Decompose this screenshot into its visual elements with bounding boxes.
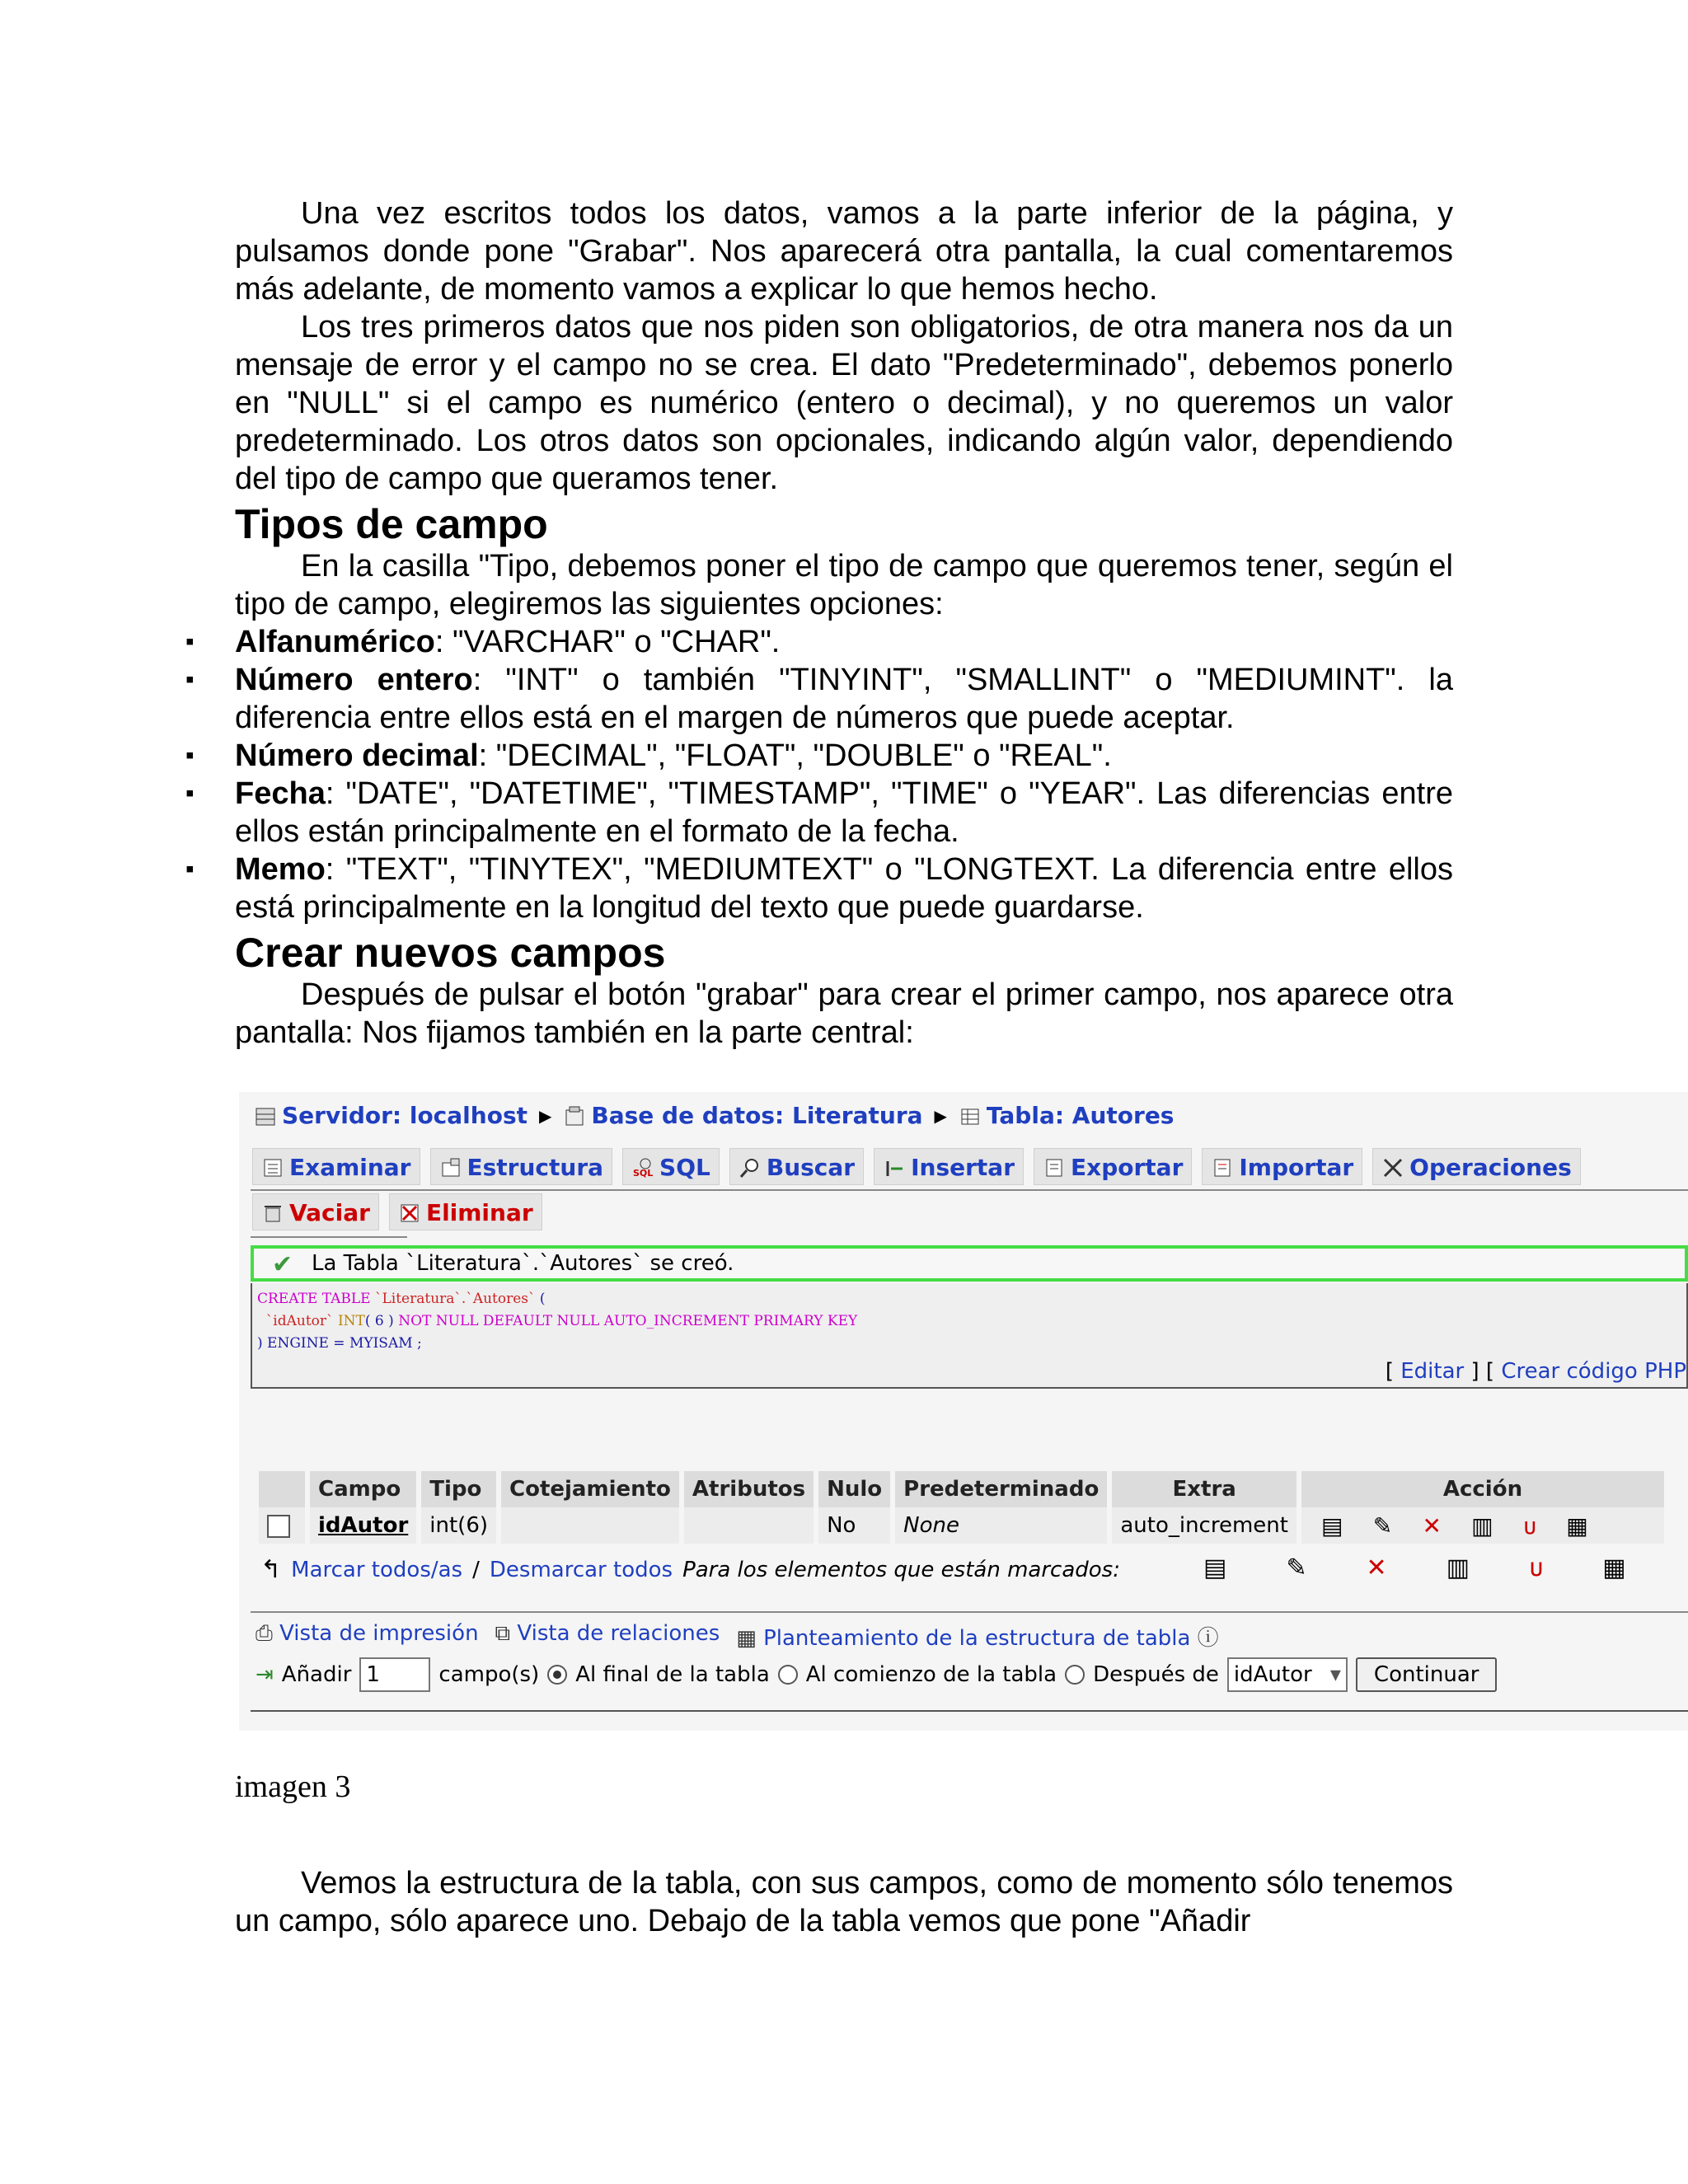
chevron-down-icon: ▾ xyxy=(1329,1662,1341,1687)
edit-pencil-icon[interactable]: ✎ xyxy=(1286,1554,1307,1582)
breadcrumb-table[interactable]: Tabla: Autores xyxy=(959,1102,1175,1129)
sql-links: [ Editar ] [ Crear código PHP xyxy=(1385,1359,1686,1384)
bullet-icon: ▪ xyxy=(185,780,195,807)
list-item: ▪ Fecha: "DATE", "DATETIME", "TIMESTAMP", "TIME" o "YEAR". Las diferencias entre ellos están principalmente en el formato de la fecha. xyxy=(185,776,1453,849)
field-collation xyxy=(501,1507,679,1544)
tools-icon xyxy=(1381,1156,1404,1179)
column-header: Extra xyxy=(1112,1471,1296,1507)
at-start-label: Al comienzo de la tabla xyxy=(805,1662,1057,1687)
column-header: Acción xyxy=(1301,1471,1664,1507)
bullet-icon: ▪ xyxy=(185,666,195,693)
index-icon[interactable]: ▦ xyxy=(1602,1554,1626,1582)
heading-crear-nuevos-campos: Crear nuevos campos xyxy=(235,930,666,976)
paragraph-1: Una vez escritos todos los datos, vamos a la parte inferior de la página, y pulsamos donde pone "Grabar". Nos aparecerá otra pantalla, la cual comentaremos más adelante, de momento vamos a explicar lo que hemos hecho. xyxy=(235,196,1453,307)
create-php-link[interactable]: Crear código PHP xyxy=(1501,1359,1686,1384)
at-end-label: Al final de la tabla xyxy=(575,1662,770,1687)
radio-at-end[interactable] xyxy=(547,1665,567,1685)
radio-at-start[interactable] xyxy=(778,1665,798,1685)
sql-query: CREATE TABLE `Literatura`.`Autores` ( `idAutor` INT( 6 ) NOT NULL DEFAULT NULL AUTO_INCREMENT PRIMARY KEY ) ENGINE = MYISAM ; xyxy=(257,1291,858,1352)
relation-view-link[interactable]: ⧉ Vista de relaciones xyxy=(495,1621,720,1646)
list-item: ▪ Alfanumérico: "VARCHAR" o "CHAR". xyxy=(185,625,781,659)
add-label: Añadir xyxy=(281,1662,352,1687)
insert-icon xyxy=(883,1156,906,1179)
structure-icon: ▦ xyxy=(736,1626,764,1651)
edit-link[interactable]: Editar xyxy=(1400,1359,1465,1384)
heading-tipos-de-campo: Tipos de campo xyxy=(235,501,548,547)
field-attributes xyxy=(684,1507,814,1544)
index-icon[interactable]: ▦ xyxy=(1566,1511,1588,1540)
table-header-row xyxy=(259,1471,1664,1507)
svg-text:SQL: SQL xyxy=(633,1167,654,1179)
tab-importar[interactable]: Importar xyxy=(1202,1148,1362,1185)
browse-icon[interactable]: ▤ xyxy=(1320,1511,1343,1540)
bulk-actions xyxy=(1203,1554,1626,1582)
mark-all-link[interactable]: Marcar todos/as xyxy=(291,1557,463,1582)
field-name-link[interactable]: idAutor xyxy=(310,1507,416,1544)
column-header: Atributos xyxy=(684,1471,814,1507)
table-row xyxy=(259,1507,1664,1544)
view-links xyxy=(256,1621,1219,1652)
printer-icon: ⎙ xyxy=(256,1621,280,1646)
browse-icon[interactable]: ▤ xyxy=(1203,1554,1227,1582)
tab-exportar[interactable]: Exportar xyxy=(1034,1148,1192,1185)
unique-icon[interactable]: ᴜ xyxy=(1522,1511,1536,1540)
column-header: Cotejamiento xyxy=(501,1471,679,1507)
propose-structure-link[interactable]: ▦ Planteamiento de la estructura de tabla ⓘ xyxy=(736,1626,1219,1651)
edit-pencil-icon[interactable]: ✎ xyxy=(1372,1511,1393,1540)
image-caption: imagen 3 xyxy=(235,1769,351,1804)
tab-operaciones[interactable]: Operaciones xyxy=(1372,1148,1581,1185)
tab-examinar[interactable]: Examinar xyxy=(252,1148,420,1185)
column-header: Nulo xyxy=(818,1471,890,1507)
breadcrumb-arrow-icon: ▶ xyxy=(539,1105,552,1126)
bullet-icon: ▪ xyxy=(185,742,195,769)
insert-icon: ⇥ xyxy=(256,1662,274,1687)
check-icon: ✔ xyxy=(272,1250,293,1279)
section-divider xyxy=(251,1611,1688,1613)
field-count-input[interactable]: 1 xyxy=(359,1657,430,1692)
tab-insertar[interactable]: Insertar xyxy=(874,1148,1024,1185)
add-fields-form xyxy=(256,1657,1497,1692)
export-icon xyxy=(1043,1156,1066,1179)
radio-after[interactable] xyxy=(1065,1665,1085,1685)
tab-divider xyxy=(251,1189,1688,1191)
paragraph-5: Vemos la estructura de la tabla, con sus campos, como de momento sólo tenemos un campo, sólo aparece uno. Debajo de la tabla vemos que pone "Añadir xyxy=(235,1866,1453,1938)
trash-icon xyxy=(261,1202,284,1225)
bullet-icon: ▪ xyxy=(185,855,195,883)
section-divider xyxy=(251,1710,1688,1712)
after-label: Después de xyxy=(1093,1662,1219,1687)
delete-x-icon[interactable]: ✕ xyxy=(1422,1511,1442,1540)
paragraph-2: Los tres primeros datos que nos piden son obligatorios, de otra manera nos da un mensaje de error y el campo no se crea. El dato "Predeterminado", debemos ponerlo en "NULL" si el campo es numérico (entero o decimal), y no queremos un valor predeterminado. Los otros datos son opcionales, indicando algún valor, dependiendo del tipo de campo que queramos tener. xyxy=(235,310,1453,496)
help-icon[interactable]: ⓘ xyxy=(1190,1626,1219,1651)
field-default: None xyxy=(895,1507,1107,1544)
arrow-up-icon: ↰ xyxy=(260,1555,282,1584)
breadcrumb-server[interactable]: Servidor: localhost xyxy=(254,1102,528,1129)
tab-eliminar[interactable]: Eliminar xyxy=(389,1193,542,1230)
sql-icon xyxy=(631,1156,654,1179)
success-notice: ✔ La Tabla `Literatura`.`Autores` se creó. xyxy=(251,1245,1688,1282)
delete-icon xyxy=(398,1202,421,1225)
structure-table xyxy=(254,1471,1669,1544)
field-type: int(6) xyxy=(421,1507,496,1544)
fields-label: campo(s) xyxy=(438,1662,540,1687)
field-null: No xyxy=(818,1507,890,1544)
column-header: Tipo xyxy=(421,1471,496,1507)
import-icon xyxy=(1211,1156,1234,1179)
delete-x-icon[interactable]: ✕ xyxy=(1366,1554,1387,1582)
list-item: ▪ Memo: "TEXT", "TINYTEX", "MEDIUMTEXT" o "LONGTEXT. La diferencia entre ellos está principalmente en la longitud del texto que puede guardarse. xyxy=(185,852,1453,925)
phpmyadmin-screenshot xyxy=(239,1092,1688,1731)
field-extra: auto_increment xyxy=(1112,1507,1296,1544)
paragraph-3: En la casilla "Tipo, debemos poner el tipo de campo que queremos tener, según el tipo de campo, elegiremos las siguientes opciones: xyxy=(235,549,1453,621)
mark-row: ↰ Marcar todos/as / Desmarcar todos Para los elementos que están marcados: xyxy=(260,1555,1120,1584)
paragraph-4: Después de pulsar el botón "grabar" para crear el primer campo, nos aparece otra pantalla: Nos fijamos también en la parte central: xyxy=(235,977,1453,1050)
list-item: ▪ Número entero: "INT" o también "TINYINT", "SMALLINT" o "MEDIUMINT". la diferencia entre ellos está en el margen de números que puede aceptar. xyxy=(185,663,1453,735)
breadcrumb xyxy=(254,1102,1174,1129)
sql-query-box xyxy=(251,1283,1688,1389)
browse-icon xyxy=(261,1156,284,1179)
field-types-list xyxy=(185,623,1453,926)
after-field-select[interactable]: idAutor ▾ xyxy=(1227,1657,1348,1692)
row-checkbox[interactable] xyxy=(267,1515,290,1538)
structure-icon xyxy=(439,1156,462,1179)
search-icon xyxy=(738,1156,762,1179)
print-view-link[interactable]: ⎙ Vista de impresión xyxy=(256,1621,479,1646)
list-item: ▪ Número decimal: "DECIMAL", "FLOAT", "DOUBLE" o "REAL". xyxy=(185,738,1112,773)
breadcrumb-arrow-icon: ▶ xyxy=(934,1105,947,1126)
continue-button[interactable]: Continuar xyxy=(1356,1657,1498,1692)
primary-key-icon[interactable]: ▥ xyxy=(1446,1554,1470,1582)
unique-icon[interactable]: ᴜ xyxy=(1529,1554,1544,1582)
bullet-icon: ▪ xyxy=(185,628,195,655)
document-body xyxy=(185,194,1453,1052)
tab-estructura[interactable]: Estructura xyxy=(430,1148,613,1185)
column-header: Predeterminado xyxy=(895,1471,1107,1507)
tab-vaciar[interactable]: Vaciar xyxy=(252,1193,379,1230)
breadcrumb-database[interactable]: Base de datos: Literatura xyxy=(563,1102,922,1129)
column-header: Campo xyxy=(310,1471,416,1507)
unmark-all-link[interactable]: Desmarcar todos xyxy=(489,1557,673,1582)
tab-sql[interactable]: SQL SQL xyxy=(622,1148,720,1185)
row-actions xyxy=(1301,1507,1664,1544)
primary-key-icon[interactable]: ▥ xyxy=(1471,1511,1493,1540)
tab-buscar[interactable]: Buscar xyxy=(729,1148,864,1185)
table-icon xyxy=(959,1105,982,1128)
marked-items-label: Para los elementos que están marcados: xyxy=(682,1557,1120,1582)
relation-icon: ⧉ xyxy=(495,1621,518,1646)
tab-divider xyxy=(251,1236,407,1238)
database-icon xyxy=(563,1105,586,1128)
document-body-continued xyxy=(235,1864,1453,1940)
server-icon xyxy=(254,1105,277,1128)
